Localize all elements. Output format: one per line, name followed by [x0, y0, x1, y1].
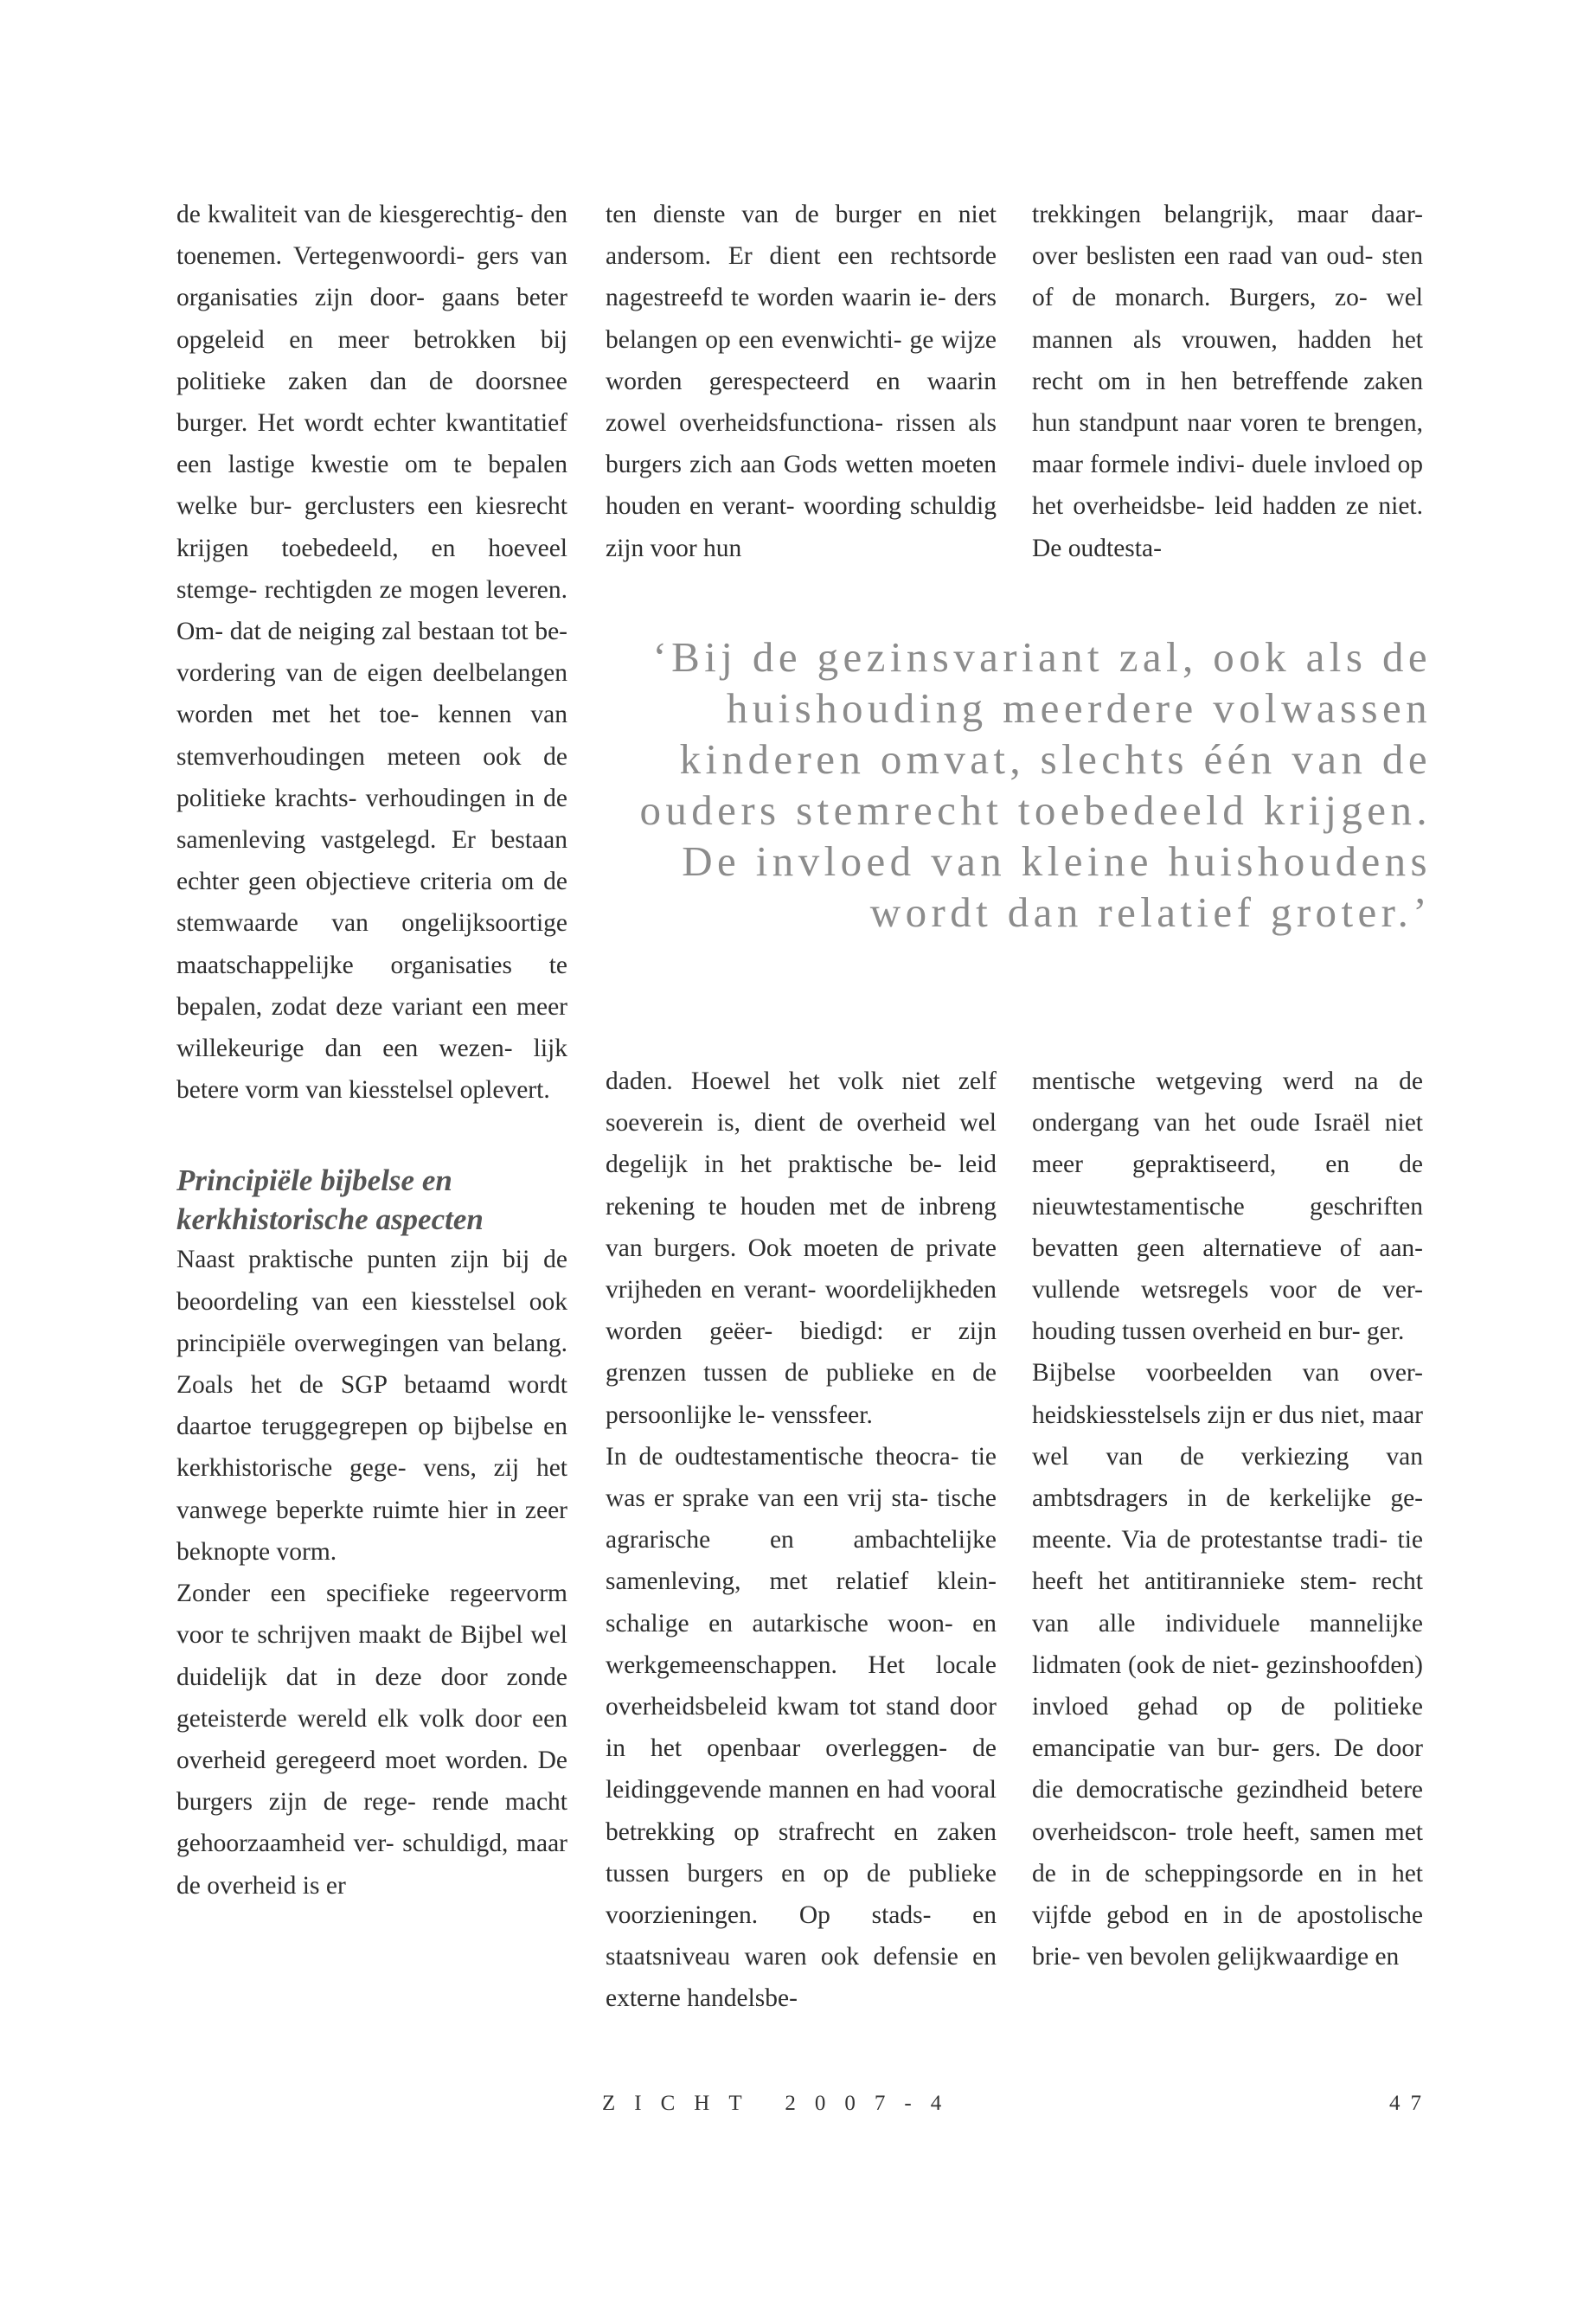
column-right-bottom [1032, 1061, 1423, 1977]
column-right-top [1032, 194, 1423, 569]
paragraph: daden. Hoewel het volk niet zelf soeverein is, dient de overheid wel degelijk in het praktische be- leid rekening te houden met de inbreng van burgers. Ook moeten de private vrijheden en verant- woordelijkheden worden geëer- biedigd: er zijn grenzen tussen de publieke en de persoonlijke le- venssfeer. [606, 1067, 997, 1429]
column-left [176, 194, 567, 1907]
paragraph: In de oudtestamentische theocra- tie was er sprake van een vrij sta- tische agrarische en ambachtelijke samenleving, met relatief klein- schalige en autarkische woon- en werkgemeenschappen. Het locale overheidsbeleid kwam tot stand door in het openbaar overleggen- de leidinggevende mannen en had vooral betrekking op strafrecht en zaken tussen burgers en op de publieke voorzieningen. Op stads- en staatsniveau waren ook defensie en externe handelsbe- [606, 1442, 997, 2013]
paragraph: Zonder een specifieke regeervorm voor te schrijven maakt de Bijbel wel duidelijk dat in deze door zonde geteisterde wereld elk volk door een overheid geregeerd moet worden. De burgers zijn de rege- rende macht gehoorzaamheid ver- schuldigd, maar de overheid is er [176, 1580, 567, 1900]
section-heading: Principiële bijbelse en kerkhistorische aspecten [176, 1163, 484, 1237]
paragraph: Naast praktische punten zijn bij de beoordeling van een kiesstelsel ook principiële overwegingen van belang. Zoals het de SGP betaamd wordt daartoe teruggegrepen op bijbelse en kerkhistorische gege- vens, zij het vanwege beperkte ruimte hier in zeer beknopte vorm. [176, 1246, 567, 1566]
paragraph: de kwaliteit van de kiesgerechtig- den toenemen. Vertegenwoordi- gers van organisaties zijn door- gaans beter opgeleid en meer betrokken bij politieke zaken dan de doorsnee burger. Het wordt echter kwantitatief een lastige kwestie om te bepalen welke bur- gerclusters een kiesrecht krijgen toebedeeld, en hoeveel stemge- rechtigden ze mogen leveren. Om- dat de neiging zal bestaan tot be- vordering van de eigen deelbelangen worden met het toe- kennen van stemverhoudingen meteen ook de politieke krachts- verhoudingen in de samenleving vastgelegd. Er bestaan echter geen objectieve criteria om de stemwaarde van ongelijksoortige maatschappelijke organisaties te bepalen, zodat deze variant een meer willekeurige dan een wezen- lijk betere vorm van kiesstelsel oplevert. [176, 201, 567, 1105]
page-number: 47 [1389, 2092, 1432, 2115]
column-middle-top [606, 194, 997, 569]
paragraph: mentische wetgeving werd na de ondergang van het oude Israël niet meer gepraktiseerd, en de nieuwtestamentische geschriften bevatten geen alternatieve of aan- vullende wetsregels voor de ver- houding tussen overheid en bur- ger. [1032, 1067, 1423, 1346]
paragraph: ten dienste van de burger en niet andersom. Er dient een rechtsorde nagestreefd te worden waarin ie- ders belangen op een evenwichti- ge wijze worden gerespecteerd en waarin zowel overheidsfunctiona- rissen als burgers zich aan Gods wetten moeten houden en verant- woording schuldig zijn voor hun [606, 201, 997, 562]
paragraph: Bijbelse voorbeelden van over- heidskiesstelsels zijn er dus niet, maar wel van de verkiezing van ambtsdragers in de kerkelijke ge- meente. Via de protestantse tradi- tie heeft het antitirannieke stem- recht van alle individuele mannelijke lidmaten (ook de niet- gezinshoofden) invloed gehad op de politieke emancipatie van bur- gers. De door die democratische gezindheid betere overheidscon- trole heeft, samen met de in de scheppingsorde en in het vijfde gebod en in de apostolische brie- ven bevolen gelijkwaardige en [1032, 1359, 1423, 1971]
magazine-title: ZICHT 2007-4 [602, 2092, 961, 2115]
paragraph: trekkingen belangrijk, maar daar- over beslisten een raad van oud- sten of de monarch. Burgers, zo- wel mannen als vrouwen, hadden het recht om in hen betreffende zaken hun standpunt naar voren te brengen, maar formele indivi- duele invloed op het overheidsbe- leid hadden ze niet. De oudtesta- [1032, 201, 1423, 562]
pull-quote: ‘Bij de gezinsvariant zal, ook als de huishouding meerdere volwassen kinderen omvat, slechts één van de ouders stemrecht toebedeeld krijgen. De invloed van kleine huishoudens wordt dan relatief groter.’ [639, 633, 1432, 936]
column-middle-bottom [606, 1061, 997, 2020]
